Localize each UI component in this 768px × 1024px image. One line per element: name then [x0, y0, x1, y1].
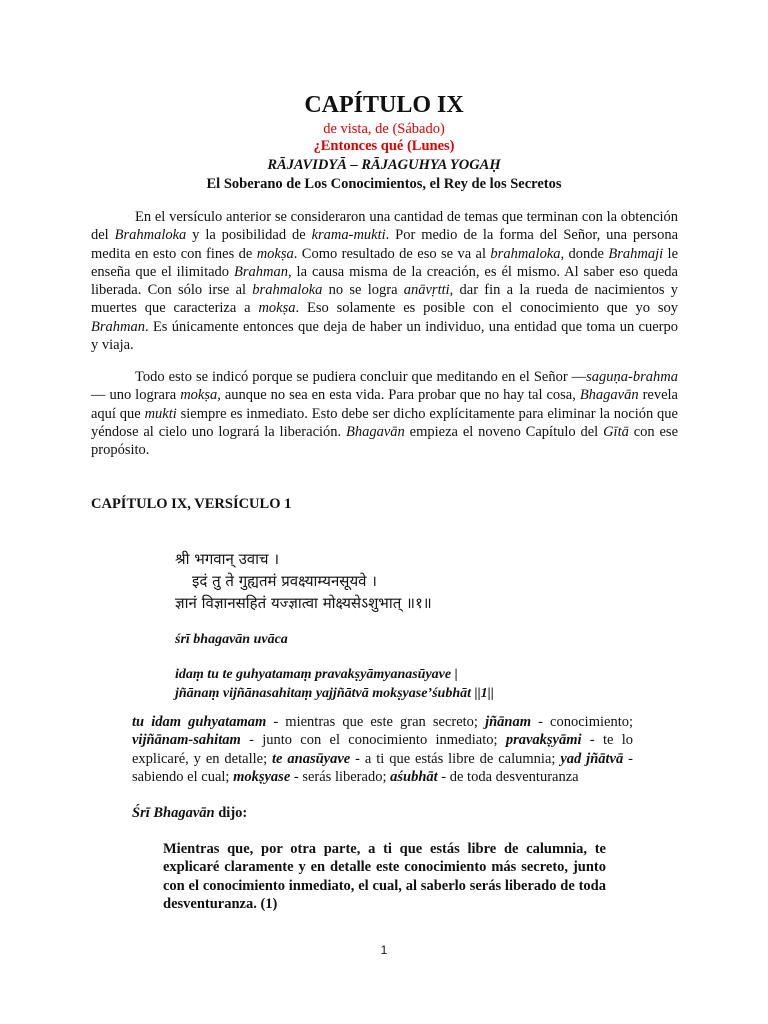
text-run: , dar fin a la rueda de nacimientos y muertes que caracteriza a — [91, 282, 678, 317]
word-gloss — [132, 713, 633, 786]
verse-heading: CAPÍTULO IX, VERSÍCULO 1 — [91, 496, 292, 512]
text-run: revela aquí que — [91, 387, 678, 422]
gloss-definition: - sabiendo el cual; — [132, 750, 633, 785]
speaker-verb: dijo: — [214, 805, 248, 821]
italic-term: brahmaloka — [490, 245, 561, 262]
red-subtitle-2: ¿Entonces qué (Lunes) — [313, 138, 455, 154]
gloss-term: tu idam guhyatamam — [132, 714, 267, 730]
text-run: Todo esto se indicó porque se pudiera concluir que meditando en el Señor — — [135, 369, 587, 385]
transliteration-line-3: jñānaṃ vijñānasahitaṃ yajjñātvā mokṣyase’śubhāt ||1|| — [175, 686, 494, 701]
italic-term: mokṣa — [180, 387, 218, 404]
text-run: siempre es inmediato. Esto debe ser dicho explícitamente para eliminar la noción que yéndose al cielo uno logrará la liberación. — [91, 405, 678, 440]
italic-term: krama-mukti — [311, 227, 386, 244]
italic-term: anāvṛtti — [403, 282, 450, 299]
gloss-definition: - junto con el conocimiento inmediato; — [240, 732, 506, 749]
text-run: , aunque no sea en esta vida. Para probar que no hay tal cosa, — [217, 387, 580, 404]
text-run: En el versículo anterior se consideraron una cantidad de temas que terminan con la obtención del — [91, 209, 678, 244]
gloss-definition: - de toda desventuranza — [437, 768, 579, 785]
devanagari-line-2: इदं तु ते गुह्यतमं प्रवक्ष्याम्यनसूयवे । — [192, 572, 377, 590]
italic-term: Brahman — [234, 263, 288, 280]
italic-term: mokṣa — [256, 245, 294, 262]
gloss-term: jñānam — [485, 714, 532, 730]
italic-term: Gītā — [603, 423, 629, 440]
gloss-definition: - serás liberado; — [290, 768, 391, 785]
italic-term: brahmaloka — [252, 282, 323, 299]
text-run: con ese propósito. — [91, 423, 679, 459]
gloss-term: aśubhāt — [390, 768, 438, 785]
text-run: y la posibilidad de — [186, 227, 312, 244]
gloss-term: yad jñātvā — [560, 750, 624, 767]
speaker-name: Śrī Bhagavān — [132, 805, 215, 821]
italic-term: Brahmaloka — [114, 227, 187, 244]
italic-term: mukti — [144, 405, 177, 422]
text-run: . Por medio de la forma del Señor, una persona medita en esto con fines de — [91, 227, 679, 262]
transliteration-line-1: śrī bhagavān uvāca — [175, 632, 288, 647]
gloss-definition: - te lo explicaré, y en detalle; — [132, 732, 633, 767]
italic-term: saguṇa-brahma — [586, 369, 678, 385]
text-run: . Como resultado de eso se va al — [293, 245, 491, 262]
speaker-line — [132, 805, 247, 822]
devanagari-line-3: ज्ञानं विज्ञानसहितं यज्ज्ञात्वा मोक्ष्यसेऽशुभात् ॥१॥ — [175, 594, 432, 612]
text-run: no se logra — [322, 282, 404, 299]
red-subtitle-1: de vista, de (Sábado) — [323, 121, 445, 137]
text-run: . Es únicamente entonces que deja de haber un individuo, una entidad que toma un cuerpo y viaja. — [91, 318, 678, 354]
devanagari-line-1: श्री भगवान् उवाच । — [175, 550, 280, 568]
page-number: 1 — [380, 943, 388, 957]
chapter-title: CAPÍTULO IX — [304, 92, 464, 118]
text-run: , donde — [560, 245, 609, 262]
transliteration-line-2: idaṃ tu te guhyatamaṃ pravakṣyāmyanasūyave | — [175, 667, 458, 682]
italic-term: mokṣa — [258, 300, 296, 317]
text-run: — uno lograra — [91, 387, 181, 404]
spanish-subtitle: El Soberano de Los Conocimientos, el Rey de los Secretos — [206, 176, 562, 192]
text-run: , la causa misma de la creación, es él mismo. Al saber eso queda liberada. Con sólo irse al — [91, 263, 678, 299]
gloss-definition: - a ti que estás libre de calumnia; — [350, 750, 561, 767]
italic-term: Bhagavān — [346, 423, 405, 440]
gloss-term: mokṣyase — [233, 768, 291, 785]
gloss-term: te anasūyave — [272, 750, 351, 767]
text-run: . Eso solamente es posible con el conocimiento que yo soy — [295, 300, 678, 317]
italic-term: Brahmaji — [608, 245, 664, 262]
gloss-term: pravakṣyāmi — [505, 732, 582, 749]
gloss-definition: - mientras que este gran secreto; — [266, 714, 486, 730]
italic-term: Brahman — [91, 318, 145, 335]
gloss-term: vijñānam-sahitam — [132, 732, 241, 749]
intro-paragraph-1 — [91, 208, 678, 354]
intro-paragraph-2 — [91, 368, 678, 459]
verse-translation: Mientras que, por otra parte, a ti que estás libre de calumnia, te explicaré claramente y en detalle este conocimiento más secreto, junto con el conocimiento inmediato, el cual, al saberlo serás liberado de toda desventuranza. (1) — [163, 841, 606, 912]
italic-term: Bhagavān — [579, 387, 639, 404]
text-run: empieza el noveno Capítulo del — [404, 423, 604, 440]
text-run: le enseña que el ilimitado — [91, 245, 679, 280]
sanskrit-subtitle: RĀJAVIDYĀ – RĀJAGUHYA YOGAḤ — [267, 157, 501, 173]
gloss-definition: - conocimiento; — [531, 714, 633, 730]
